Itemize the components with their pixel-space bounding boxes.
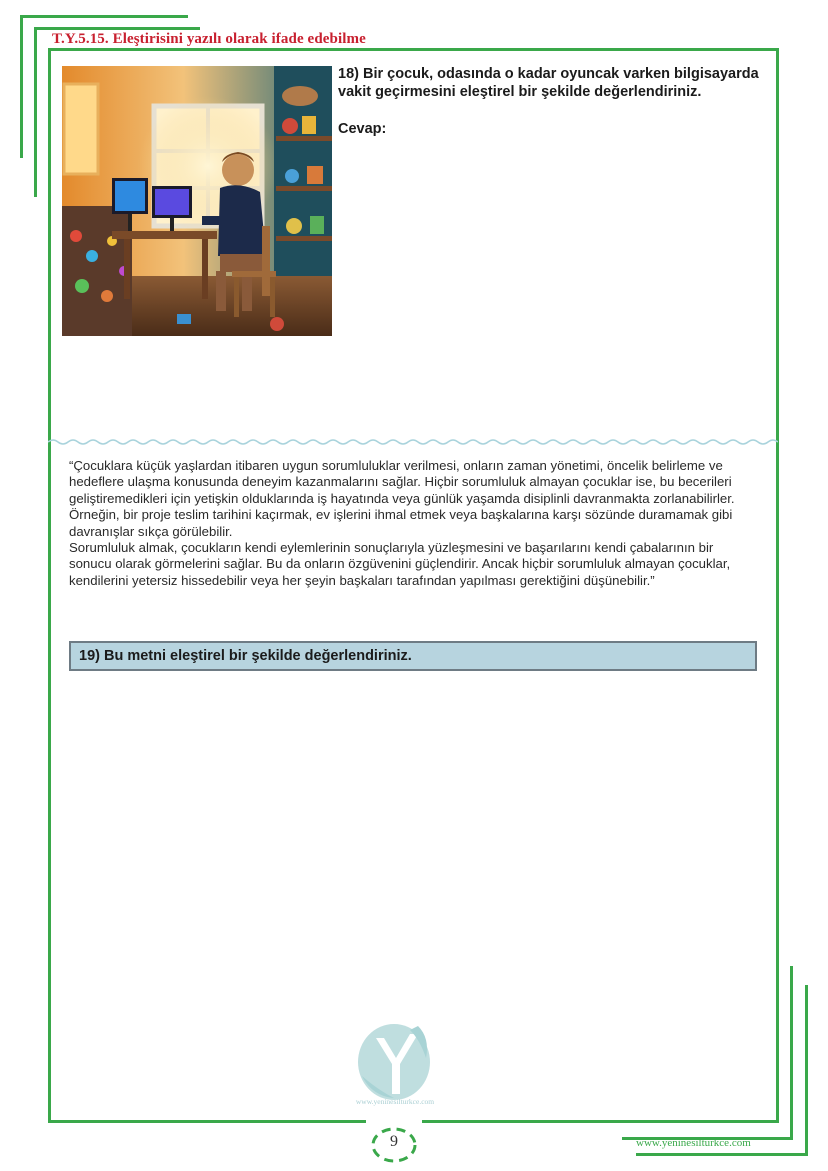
frame-right-mid (790, 966, 793, 1139)
frame-left-inner (34, 27, 37, 197)
logo-url: www.yeninesilturkce.com (355, 1097, 435, 1106)
frame-bottom-outer (636, 1153, 808, 1156)
y-logo-watermark (348, 1018, 440, 1102)
question-19-box (69, 641, 757, 671)
frame-box-top (48, 48, 778, 51)
child-at-computer-photo (62, 66, 332, 336)
passage-paragraph-2: Sorumluluk almak, çocukların kendi eylemlerinin sonuçlarıyla yüzleşmesini ve başarılarını kendi çabalarının bir sonucu olarak görmelerini sağlar. Bu da onların özgüvenini güçlendirir. Ancak hiçbir sorumluluk almayan çocuklar, kendilerini yetersiz hissedebilir veya her şeyin başkaları tarafından yapılması gerektiğini düşünebilir.” (69, 540, 731, 588)
page-number: 9 (390, 1133, 398, 1150)
frame-left-outer (20, 15, 23, 158)
frame-top-outer (20, 15, 188, 18)
frame-box-right (776, 48, 779, 1122)
question-19-text: 19) Bu metni eleştirel bir şekilde değerlendiriniz. (79, 648, 412, 664)
frame-box-bottom-left (48, 1120, 366, 1123)
wavy-separator (48, 436, 778, 448)
footer-url: www.yeninesilturkce.com (636, 1137, 751, 1149)
frame-box-left (48, 48, 51, 1122)
page-title: T.Y.5.15. Eleştirisini yazılı olarak ifade edebilme (52, 31, 366, 47)
question-18-text: 18) Bir çocuk, odasında o kadar oyuncak varken bilgisayarda vakit geçirmesini eleştirel bir şekilde değerlendiriniz. (338, 66, 759, 100)
photo-illustration (62, 66, 332, 336)
frame-right-outer (805, 985, 808, 1155)
reading-passage (69, 458, 759, 589)
frame-top-inner (34, 27, 200, 30)
frame-box-bottom-right (422, 1120, 779, 1123)
answer-label: Cevap: (338, 121, 387, 137)
passage-paragraph-1: “Çocuklara küçük yaşlardan itibaren uygun sorumluluklar verilmesi, onların zaman yönetimi, öncelik belirleme ve hedeflere ulaşma konusunda deneyim kazanmalarını sağlar. Hiçbir sorumluluk almayan çocuklar ise, bu becerileri geliştiremedikleri için yetişkin olduklarında iş hayatında veya günlük yaşamda disiplinli davranmakta zorlanabilirler. Örneğin, bir proje teslim tarihini kaçırmak, ev işlerini ihmal etmek veya başkalarına karşı sözünde duramamak gibi davranışlar sıkça görülebilir. (69, 458, 735, 539)
